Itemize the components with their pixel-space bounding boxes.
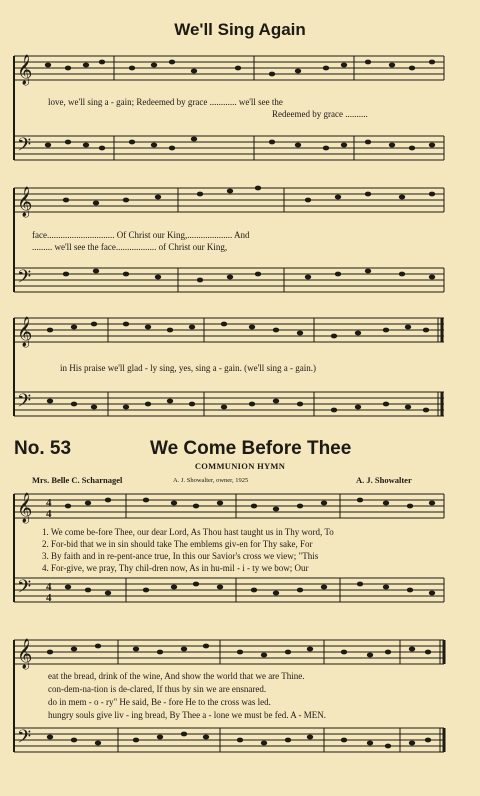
- lyric-line: Redeemed by grace ..........: [272, 109, 368, 119]
- verse-1-line-2: eat the bread, drink of the wine, And show the world that we are Thine.: [48, 671, 305, 681]
- svg-text:𝄞: 𝄞: [17, 639, 33, 669]
- svg-text:𝄢: 𝄢: [17, 135, 32, 160]
- lyric-line: face.............................. Of Christ our King,.................... And: [32, 230, 250, 240]
- verse-3-line-1: 3. By faith and in re-pent-ance true, In this our Savior's cross we view; "This: [42, 551, 319, 561]
- svg-text:𝄢: 𝄢: [17, 391, 32, 416]
- hymn-title-we-come-before-thee: We Come Before Thee: [150, 438, 352, 459]
- svg-text:𝄢: 𝄢: [17, 727, 32, 752]
- svg-text:𝄞: 𝄞: [17, 55, 33, 85]
- verse-2-line-1: 2. For-bid that we in sin should take The emblems giv-en for Thy sake, For: [42, 539, 313, 549]
- svg-text:𝄞: 𝄞: [17, 187, 33, 217]
- hymn-number: No. 53: [14, 438, 72, 459]
- svg-text:𝄞: 𝄞: [17, 493, 33, 523]
- lyricist-credit: Mrs. Belle C. Scharnagel: [32, 475, 123, 485]
- lyric-line: love, we'll sing a - gain; Redeemed by grace ............ we'll see the: [48, 97, 283, 107]
- verse-1-line-1: 1. We come be-fore Thee, our dear Lord, As Thou hast taught us in Thy word, To: [42, 527, 334, 537]
- hymn-subtitle: COMMUNION HYMN: [194, 461, 286, 471]
- verse-4-line-1: 4. For-give, we pray, Thy chil-dren now, As in hu-mil - i - ty we bow; Our: [42, 563, 309, 573]
- copyright-notice: A. J. Showalter, owner, 1925: [173, 477, 249, 484]
- svg-text:𝄢: 𝄢: [17, 267, 32, 292]
- svg-text:4: 4: [46, 497, 52, 509]
- verse-4-line-2: hungry souls give liv - ing bread, By Thee a - lone we must be fed. A - MEN.: [48, 710, 327, 720]
- hymn-title-well-sing-again: We'll Sing Again: [174, 20, 306, 39]
- verse-3-line-2: do in mem - o - ry" He said, Be - fore He to the cross was led.: [48, 697, 271, 707]
- lyric-line: in His praise we'll glad - ly sing, yes, sing a - gain. (we'll sing a - gain.): [60, 363, 316, 373]
- music-staff-system-1: [8, 46, 448, 178]
- svg-text:4: 4: [46, 581, 52, 593]
- lyric-line: ......... we'll see the face.................. of Christ our King,: [32, 242, 228, 252]
- svg-text:4: 4: [46, 592, 52, 604]
- svg-text:𝄞: 𝄞: [17, 317, 33, 347]
- verse-2-line-2: con-dem-na-tion is de-clared, If thus by sin we are ensnared.: [48, 684, 267, 694]
- composer-credit: A. J. Showalter: [356, 475, 412, 485]
- svg-text:𝄢: 𝄢: [17, 577, 32, 602]
- svg-text:4: 4: [46, 508, 52, 520]
